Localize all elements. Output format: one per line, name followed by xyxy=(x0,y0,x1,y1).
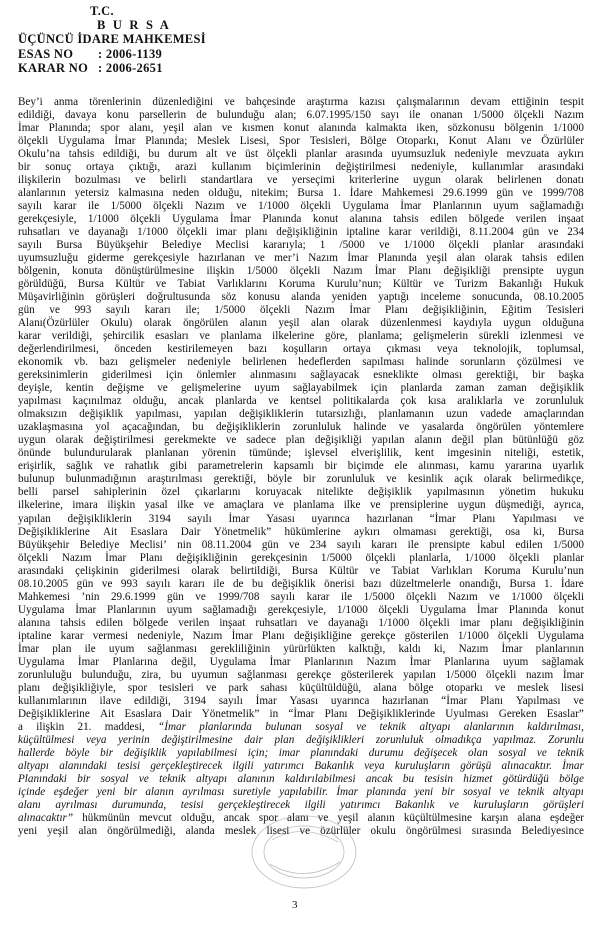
body-line: Planındaki bir sosyal ve teknik altyapı alanının kaldırılabilmesi ancak bu tesisin hizmet götürdüğü bölge xyxy=(18,772,584,785)
court-header xyxy=(18,4,218,75)
body-line: İmar plan ile uyum sağlanması gerekliliğinin yürürlükten kalktığı, kaldı ki, Nazım İmar planlarının xyxy=(18,642,584,655)
body-line: erişirlik, sağlık ve rahatlık gibi parametrelerin kapsamlı bir biçimde ele alınması, kamu yararına uyarlık xyxy=(18,460,584,473)
page-number: 3 xyxy=(292,899,298,911)
body-line: bulunup bulunmadığının araştırılması gerektiği, böyle bir zorunluluk ve kesinlik açık olarak belirmedikçe, xyxy=(18,473,584,486)
body-line: iptaline karar vermesi nedeniyle, Nazım İmar Planı değişikliğine gerekçe gösterilen 1/1000 ölçekli Uygulama xyxy=(18,629,584,642)
body-line: zorunluluğu bulunduğu, zira, bu uyumun sağlanması gerekçe gösterilerek yapılan 1/5000 ölçekli nazım İmar xyxy=(18,668,584,681)
body-line: uygun olarak değiştirilmesi gerekmekte ve sadece plan değişikliği yapılan alanın değil plan bütünlüğü göz xyxy=(18,434,584,447)
body-line: Uygulama İmar Planlarına değil, Uygulama İmar Planlarının Nazım İmar Planlarına uyum sağlamak xyxy=(18,655,584,668)
karar-no-label: KARAR NO xyxy=(18,60,89,75)
body-line: bir sonuç ortaya çıktığı, arazi kullanım biçimlerinin değiştirilmesi nedeniyle, kullanımlar arasındaki xyxy=(18,161,584,174)
body-line: ruhsatları ve dayanağı 1/1000 ölçekli imar planı değişikliğinin iptaline karar verildiği, 8.11.2004 gün ve 234 xyxy=(18,226,584,239)
body-line: yeni yeşil alan öngörülmediği, alanda meslek lisesi ve özürlüler okulu öngörülmesi sırasında Belediyesince xyxy=(18,824,584,837)
body-line: gün ve 993 sayılı kararı ile; 1/5000 ölçekli Nazım İmar Planı değişikliğinin, Eğitim Tesisleri xyxy=(18,304,584,317)
body-line: alanına tahsis edilen bölgede verilen inşaat ruhsatları ve dayanağı 1/1000 ölçekli imar planı değişikliğinin xyxy=(18,616,584,629)
header-tc: T.C. xyxy=(90,4,114,18)
body-line: hallerde böyle bir değişiklik yapılabilmesi için; imar planındaki durumu değişecek olan sosyal ve teknik xyxy=(18,746,584,759)
body-line: deyişle, kentin değişme ve gelişmelerine uyum sağlayabilmek için planlarda zaman zaman değişiklik xyxy=(18,382,584,395)
body-line: Değişikliklerine Ait Esaslara Dair Yönetmelik” in “İmar Planı Değişikliklerinde Uyulması Gereken Esaslar” xyxy=(18,707,584,720)
body-line: sayılı karar ile 1/5000 ölçekli Nazım ve 1/1000 ölçekli Uygulama İmar Planlarının uyum sağlamadığı xyxy=(18,200,584,213)
body-line: Okulu’na tahsis edildiği, bu durum alt ve üst ölçekli planlar arasında uyumsuzluk nedeniyle mevzuata aykırı xyxy=(18,148,584,161)
body-line: ekonomik vb. bazı gelişmeler nedeniyle belirlenen hedeflerden sapılması halinde sorunların çözülmesi ve xyxy=(18,356,584,369)
body-line: olmaksızın değişiklik yapılması, yapılan değişikliklerin tutarsızlığı, planlamanın uzun vadede amaçlarından xyxy=(18,408,584,421)
body-line: arasındaki çelişkinin giderilmesi olarak belirtildiği, Bursa Kültür ve Tabiat Varlıkları Koruma Kurulu’nun xyxy=(18,564,584,577)
body-line: alanı ayrılması durumunda, tesisi gerçekleştirecek ilgili yatırımcı Bakanlık ve kuruluşların görüşleri xyxy=(18,798,584,811)
karar-no-row xyxy=(18,61,218,75)
body-line: ölçekli Nazım İmar Planı değişikliğinin gerekçesinin 1/5000 ölçekli planlarla, 1/1000 ölçekli planlar xyxy=(18,551,584,564)
body-line: gereksinimlerin giderilmesi için önlemler alınmasını sağlayacak esneklikte olması gerektiği, bir başka xyxy=(18,369,584,382)
body-line: a ilişkin 21. maddesi, “İmar planlarında bulunan sosyal ve teknik altyapı alanlarının kaldırılması, xyxy=(18,720,584,733)
body-line: Müşavirliğinin görüşleri doğrultusunda söz konusu alanda yeniden yaptığı inceleme sonucunda, 08.10.2005 xyxy=(18,291,584,304)
body-line: altyapı alanındaki tesisi gerçekleştirecek ilgili yatırımcı Bakanlık veya kuruluşların görüşü alınacaktır. İmar xyxy=(18,759,584,772)
body-line: Uygulama İmar Planlarının uyum sağlamadığı gerekçesiyle, 1/1000 ölçekli Uygulama İmar Planında konut xyxy=(18,603,584,616)
body-line: Bey’i anma törenlerinin düzenlediğini ve bahçesinde araştırma kazısı çalışmalarının devam ettiğinin tespit xyxy=(18,96,584,108)
body-line: Mahkemesi ’nin 29.6.1999 gün ve 1999/708 sayılı karar ile 1/5000 ölçekli Nazım ve 1/1000 ölçekli xyxy=(18,590,584,603)
body-line: gerekçesiyle, 1/1000 ölçekli Uygulama İmar Planında konut alanına tahsis edilen bölgede verilen inşaat xyxy=(18,213,584,226)
body-line: yapılması kaçınılmaz olduğu, ancak planlarda ve kentsel politikalarda çok kısa aralıklarla ve zorunluluk xyxy=(18,395,584,408)
body-line: ilkelerine, imara ilişkin yasal ilke ve amaçlara ve planlama ilke ve prensiplerine uygun düşmediği, ayrıca, xyxy=(18,499,584,512)
body-line: belli parsel sahiplerinin özel çıkarlarını koruyacak nitelikte değişiklik yapılmasının yönetim hukuku xyxy=(18,486,584,499)
body-line: değerlendirilmesi, önceden kestirilemeyen bazı koşulların ortaya çıkması veya teknolojik, toplumsal, xyxy=(18,343,584,356)
body-line: önünde bulundurularak planlanan yörenin tümünde; işlevsel elverişlilik, kent imgesinin niteliği, estetik, xyxy=(18,447,584,460)
esas-no-label: ESAS NO xyxy=(18,46,74,61)
body-line: yapılan değişikliklerin 3194 sayılı İmar Yasası uyarınca hazırlanan “İmar Planı Yapılması ve xyxy=(18,512,584,525)
body-line: içinde eşdeğer yeni bir alanın ayrılması suretiyle yapılabilir. İmar planında yeni bir sosyal ve teknik altyapı xyxy=(18,785,584,798)
esas-no-value: : 2006-1139 xyxy=(98,46,163,61)
esas-no-row xyxy=(18,47,218,61)
body-line: uzaklaşmasına yol açacağından, bu değişikliklerin zorunluluk halinde ve yasalarda öngörülen yöntemlere xyxy=(18,421,584,434)
body-line: ölçekli Uygulama İmar Planında; Meslek Lisesi, Spor Tesisleri, Bölge Otoparkı, Konut Alanı ve Özürlüler xyxy=(18,135,584,148)
body-line: Alanı(Özürlüler Okulu) olarak öngörülen alanın yeşil alan olarak düzenlenmesi kaydıyla uygun olduğuna xyxy=(18,317,584,330)
body-line: görüldüğü, Bursa Kültür ve Tabiat Varlıklarını Koruma Kurulu’nun; Kültür ve Turizm Bakanlığı Hukuk xyxy=(18,278,584,291)
body-line: alınacaktır” hükmünün mevcut olduğu, ancak spor alanı ve yeşil alanın küçültülmesine karşın alana eşdeğer xyxy=(18,811,584,824)
header-court-name: ÜÇÜNCÜ İDARE MAHKEMESİ xyxy=(18,32,206,47)
body-line: Değişikliklerine Ait Esaslara Dair Yönetmelik” hükümlerine aykırı olmaması gerektiği, osa ki, Bursa xyxy=(18,525,584,538)
body-line: planı değişikliğiyle, spor tesisleri ve park sahası küçültüldüğü, alana bölge otoparkı ve meslek lisesi xyxy=(18,681,584,694)
body-line: uyumsuzluğu giderme gerekçesiyle hazırlanan ve mer’i Nazım İmar Planında yeşil alan olarak tahsis edilen xyxy=(18,252,584,265)
decision-body-text xyxy=(18,96,584,838)
body-line: Büyükşehir Belediye Meclisi’ nin 08.11.2004 gün ve 234 sayılı kararı ile prensipte kabul edilen 1/5000 xyxy=(18,538,584,551)
body-line: sayılı Bursa Büyükşehir Belediye Meclisi kararıyla; 1 /5000 ve 1/1000 ölçekli planlar arasındaki xyxy=(18,239,584,252)
body-line: bölgenin, konuta dönüştürülmesine ilişkin 1/5000 ölçekli Nazım İmar Planı değişikliği prensipte uygun xyxy=(18,265,584,278)
body-line: alanlarının yetersiz kalmasına neden olduğu, nitekim; Bursa 1. İdare Mahkemesi 29.6.1999 gün ve 1999/708 xyxy=(18,187,584,200)
body-line: ilişkilerin bozulması ve belirli standartlara ve yerseçimi kriterlerine uygun olarak belirlenen donatı xyxy=(18,174,584,187)
body-line: kullanımlarının ilave edildiği, 3194 sayılı İmar Yasası uyarınca hazırlanan “İmar Planı Yapılması ve xyxy=(18,694,584,707)
body-line: 08.10.2005 gün ve 993 sayılı kararı ile de bu değişiklik önerisi bazı düzeltmelerle onandığı, Bursa 1. İdare xyxy=(18,577,584,590)
body-line: karar verildiği, şehircilik esasları ve planlama ilkelerine göre, planlama; gelişmelerin sürekli izlenmesi ve xyxy=(18,330,584,343)
karar-no-value: : 2006-2651 xyxy=(98,60,163,75)
body-line: İmar Planında; spor alanı, yeşil alan ve kısmen konut alanında kalmakta iken, sözkonusu bölgenin 1/1000 xyxy=(18,122,584,135)
body-line: küçültülmesi veya yerinin değiştirilmesine dair plan değişiklikleri zorunluluk olmadıkça yapılmaz. Zorunlu xyxy=(18,733,584,746)
body-line: edildiği, davaya konu parsellerin de bulunduğu alan; 6.07.1995/150 sayı ile onanan 1/5000 ölçekli Nazım xyxy=(18,109,584,122)
header-city: B U R S A xyxy=(97,18,171,33)
